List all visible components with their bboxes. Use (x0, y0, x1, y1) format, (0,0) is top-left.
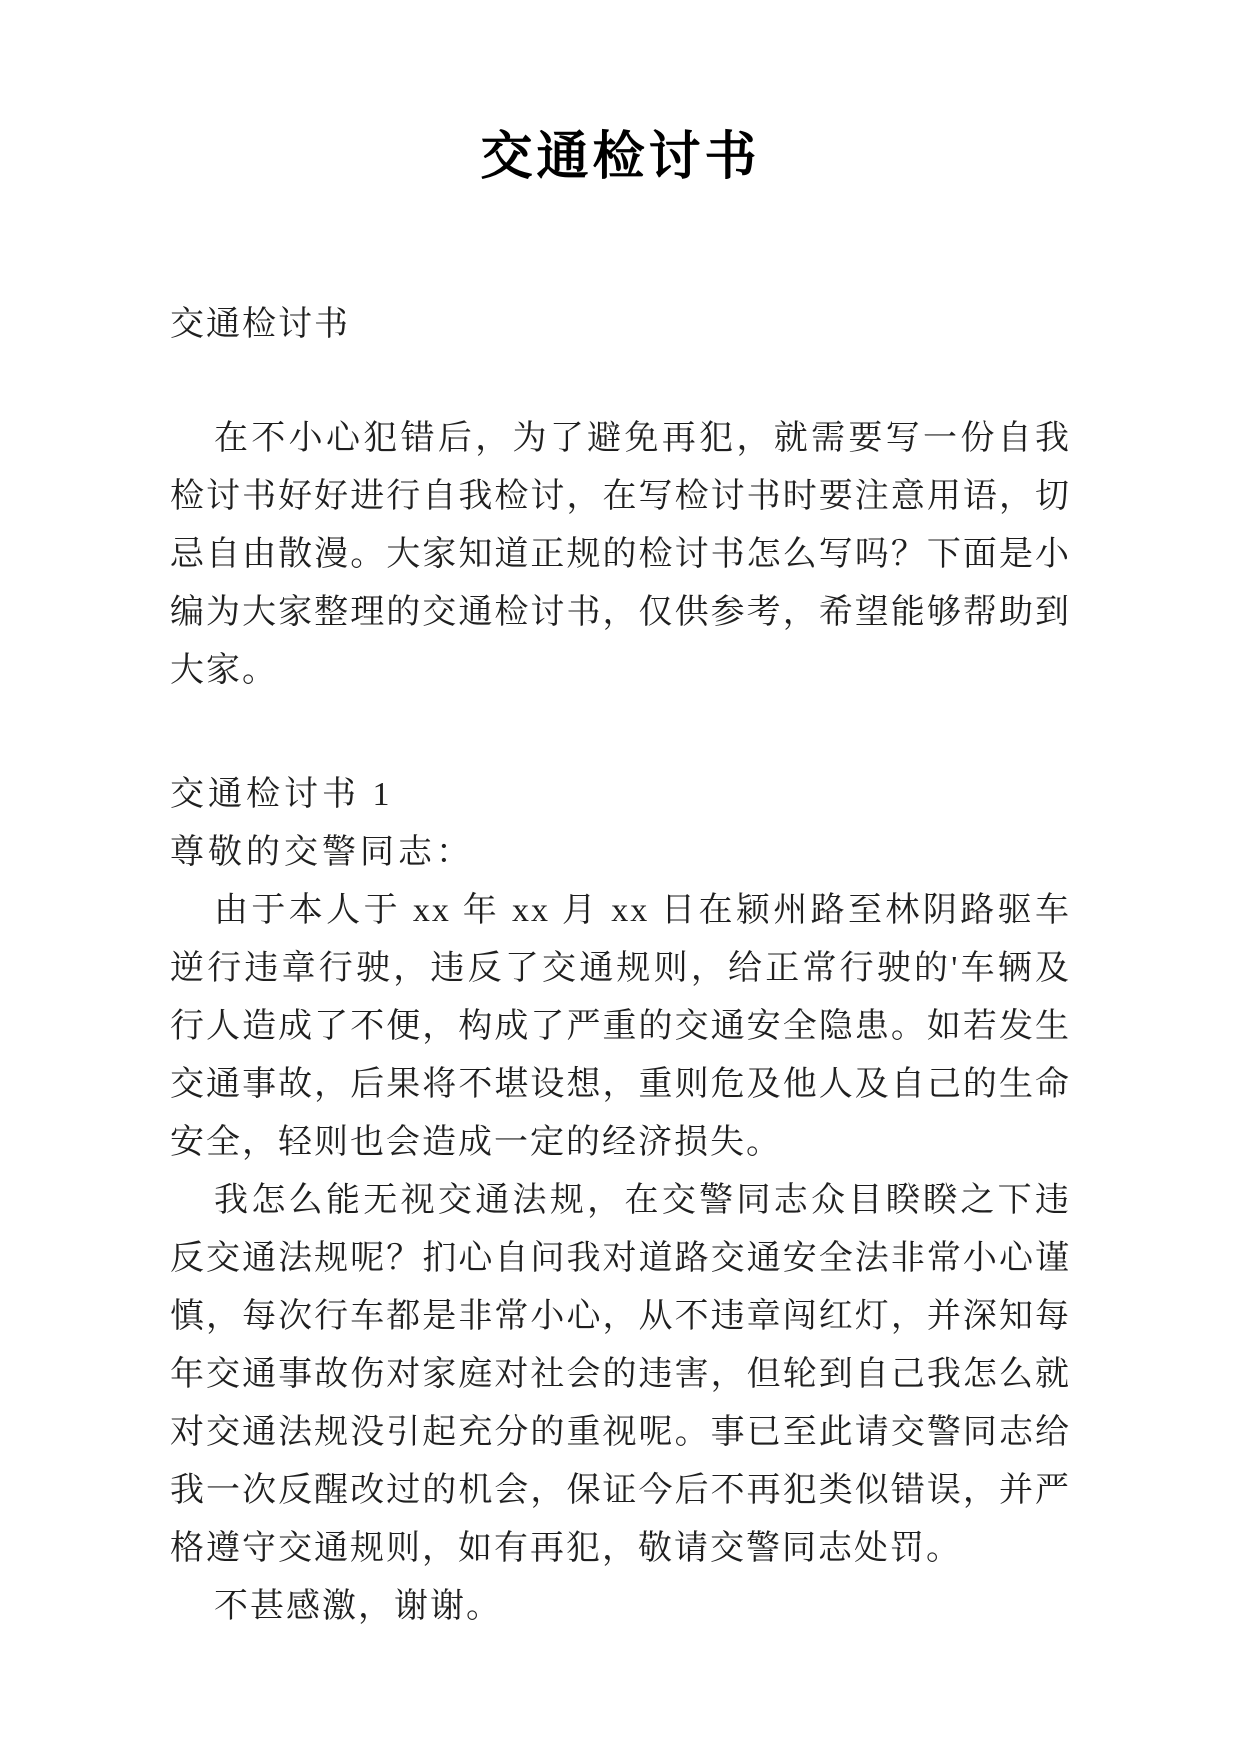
document-subtitle: 交通检讨书 (170, 306, 350, 343)
section-heading: 交通检讨书 1 (170, 776, 394, 813)
document-title: 交通检讨书 (480, 129, 761, 186)
intro-paragraph: 在不小心犯错后，为了避免再犯，就需要写一份自我检讨书好好进行自我检讨，在写检讨书时要注意用语，切忌自由散漫。大家知道正规的检讨书怎么写吗？下面是小编为大家整理的交通检讨书，仅供参考，希望能够帮助到大家。 (170, 420, 1071, 689)
body-paragraph: 我怎么能无视交通法规，在交警同志众目睽睽之下违反交通法规呢？扪心自问我对道路交通安全法非常小心谨慎，每次行车都是非常小心，从不违章闯红灯，并深知每年交通事故伤对家庭对社会的违害，但轮到自己我怎么就对交通法规没引起充分的重视呢。事已至此请交警同志给我一次反醒改过的机会，保证今后不再犯类似错误，并严格遵守交通规则，如有再犯，敬请交警同志处罚。 (170, 1182, 1071, 1567)
salutation: 尊敬的交警同志： (170, 834, 474, 871)
closing-paragraph: 不甚感激，谢谢。 (214, 1588, 502, 1625)
body-paragraph: 由于本人于 xx 年 xx 月 xx 日在颍州路至林阴路驱车逆行违章行驶，违反了交通规则，给正常行驶的'车辆及行人造成了不便，构成了严重的交通安全隐患。如若发生交通事故，后果将不堪设想，重则危及他人及自己的生命安全，轻则也会造成一定的经济损失。 (170, 892, 1071, 1161)
